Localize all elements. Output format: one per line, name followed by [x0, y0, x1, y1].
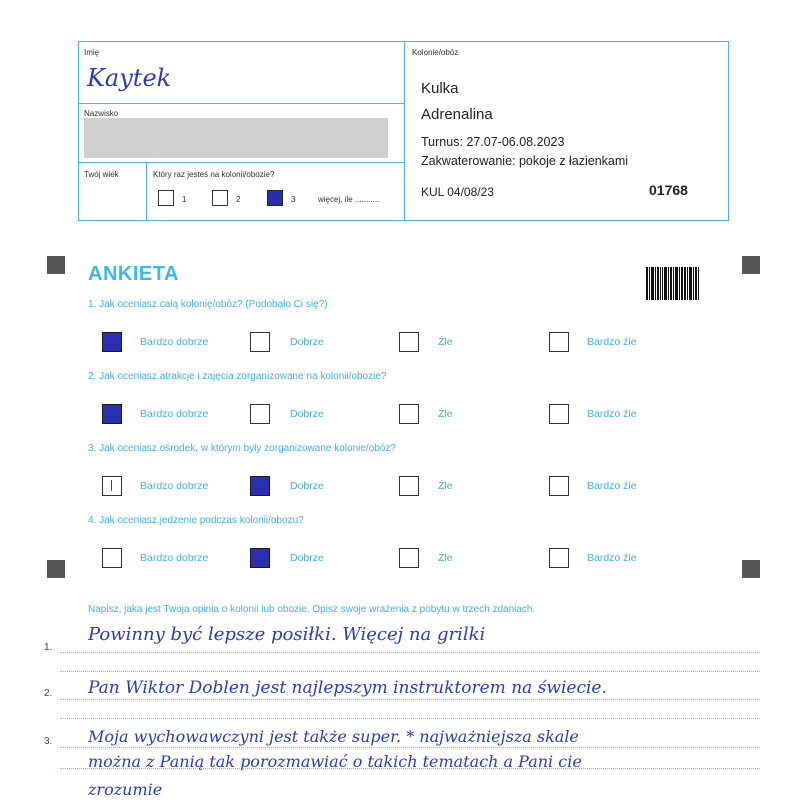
- question-3: 3. Jak oceniasz ośrodek, w którym były zorganizowane kolonie/obóz?: [88, 443, 396, 454]
- header-divider: [404, 42, 405, 220]
- ktory-raz-option-label: 2: [236, 195, 241, 204]
- option-label: Źle: [438, 480, 453, 492]
- kolonie-label: Kolonie/obóz: [412, 48, 459, 57]
- nazwisko-label: Nazwisko: [84, 109, 119, 118]
- q2-checkbox-bardzo-dobrze[interactable]: [102, 404, 122, 424]
- option-label: Bardzo źle: [587, 480, 637, 492]
- option-label: Źle: [438, 552, 453, 564]
- registration-marker: [742, 256, 760, 274]
- option-label: Dobrze: [290, 552, 324, 564]
- imie-label: Imię: [84, 48, 100, 57]
- q3-checkbox-dobrze[interactable]: [250, 476, 270, 496]
- turnus-text: Turnus: 27.07-06.08.2023: [421, 135, 565, 149]
- option-label: Bardzo dobrze: [140, 336, 209, 348]
- answer-line: [60, 671, 760, 672]
- answer-text-3a[interactable]: Moja wychowawczyni jest także super. * najważniejsza skale: [88, 727, 579, 746]
- question-2: 2. Jak oceniasz atrakcje i zajęcia zorganizowane na kolonii/obozie?: [88, 371, 387, 382]
- q4-checkbox-dobrze[interactable]: [250, 548, 270, 568]
- answer-text-3c[interactable]: zrozumie: [88, 780, 163, 799]
- option-label: Bardzo dobrze: [140, 408, 209, 420]
- option-label: Bardzo źle: [587, 408, 637, 420]
- option-label: Bardzo dobrze: [140, 552, 209, 564]
- ktory-raz-checkbox-1[interactable]: [158, 190, 174, 206]
- header-divider: [79, 103, 405, 104]
- registration-marker: [742, 560, 760, 578]
- camp-name-1: Kulka: [421, 80, 459, 97]
- q2-checkbox-dobrze[interactable]: [250, 404, 270, 424]
- q1-checkbox-bardzo-zle[interactable]: [549, 332, 569, 352]
- answer-text-2[interactable]: Pan Wiktor Doblen jest najlepszym instruktorem na świecie.: [88, 678, 607, 698]
- opinion-prompt: Napisz, jaka jest Twoja opinia o kolonii lub obozie. Opisz swoje wrażenia z pobytu w trzech zdaniach.: [88, 604, 536, 615]
- ktory-raz-option-label: 1: [182, 195, 187, 204]
- imie-field[interactable]: Kaytek: [87, 64, 172, 92]
- line-number: 2.: [44, 688, 53, 699]
- registration-marker: [47, 256, 65, 274]
- answer-text-1[interactable]: Powinny być lepsze posiłki. Więcej na grilki: [88, 624, 486, 645]
- turnus-code: KUL 04/08/23: [421, 185, 494, 199]
- q3-checkbox-zle[interactable]: [399, 476, 419, 496]
- answer-line: [60, 699, 760, 700]
- answer-line: [60, 747, 760, 748]
- survey-title: ANKIETA: [88, 263, 179, 285]
- header-divider: [79, 162, 405, 163]
- answer-line: [60, 652, 760, 653]
- line-number: 3.: [44, 736, 53, 747]
- ktory-raz-checkbox-3[interactable]: [267, 190, 283, 206]
- q3-checkbox-bardzo-dobrze[interactable]: [102, 476, 122, 496]
- answer-text-3b[interactable]: można z Panią tak porozmawiać o takich tematach a Pani cie: [88, 752, 582, 771]
- option-label: Bardzo źle: [587, 336, 637, 348]
- option-label: Bardzo dobrze: [140, 480, 209, 492]
- q1-checkbox-zle[interactable]: [399, 332, 419, 352]
- answer-line: [60, 718, 760, 719]
- q1-checkbox-dobrze[interactable]: [250, 332, 270, 352]
- camp-name-2: Adrenalina: [421, 106, 493, 123]
- question-4: 4. Jak oceniasz jedzenie podczas kolonii/obozu?: [88, 515, 304, 526]
- option-label: Bardzo źle: [587, 552, 637, 564]
- ktory-raz-checkbox-2[interactable]: [212, 190, 228, 206]
- barcode: [646, 267, 702, 300]
- option-label: Źle: [438, 336, 453, 348]
- option-label: Dobrze: [290, 336, 324, 348]
- line-number: 1.: [44, 642, 53, 653]
- q4-checkbox-bardzo-zle[interactable]: [549, 548, 569, 568]
- nazwisko-field-redacted[interactable]: [84, 118, 388, 158]
- ktory-raz-option-label: 3: [291, 195, 296, 204]
- q2-checkbox-bardzo-zle[interactable]: [549, 404, 569, 424]
- question-1: 1. Jak oceniasz całą kolonię/obóz? (Podobało Ci się?): [88, 299, 328, 310]
- q3-checkbox-bardzo-zle[interactable]: [549, 476, 569, 496]
- ktory-raz-label: Który raz jesteś na kolonii/obozie?: [153, 170, 275, 179]
- option-label: Źle: [438, 408, 453, 420]
- header-box: [78, 41, 729, 221]
- wiek-label: Twój wiek: [84, 170, 119, 179]
- q4-checkbox-bardzo-dobrze[interactable]: [102, 548, 122, 568]
- option-label: Dobrze: [290, 408, 324, 420]
- q4-checkbox-zle[interactable]: [399, 548, 419, 568]
- zakwaterowanie-text: Zakwaterowanie: pokoje z łazienkami: [421, 154, 629, 168]
- q1-checkbox-bardzo-dobrze[interactable]: [102, 332, 122, 352]
- q2-checkbox-zle[interactable]: [399, 404, 419, 424]
- header-divider: [146, 162, 147, 221]
- form-id-number: 01768: [649, 182, 688, 198]
- ktory-raz-more: więcej, ile ...........: [318, 195, 380, 204]
- option-label: Dobrze: [290, 480, 324, 492]
- registration-marker: [47, 560, 65, 578]
